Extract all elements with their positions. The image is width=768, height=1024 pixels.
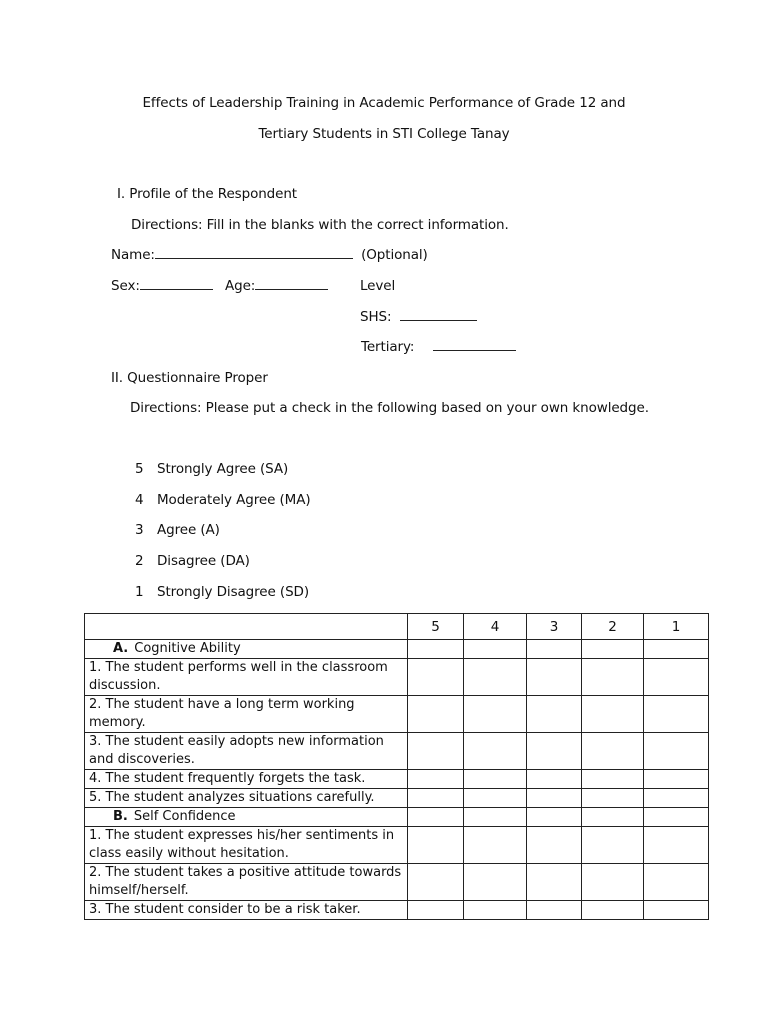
rating-cell[interactable]: [527, 901, 582, 920]
section-2-heading: II. Questionnaire Proper: [111, 370, 268, 386]
section-b-title-cell: [85, 808, 408, 827]
rating-cell[interactable]: [644, 659, 709, 696]
rating-cell[interactable]: [527, 733, 582, 770]
header-3: 3: [527, 614, 582, 640]
rating-cell[interactable]: [408, 808, 464, 827]
rating-cell[interactable]: [644, 640, 709, 659]
rating-cell[interactable]: [464, 808, 527, 827]
title-line-1: Effects of Leadership Training in Academic Performance of Grade 12 and: [142, 95, 626, 111]
table-row: [85, 864, 709, 901]
scale-label: Strongly Agree (SA): [157, 461, 289, 477]
section-b-title: Self Confidence: [133, 809, 236, 824]
rating-cell[interactable]: [644, 901, 709, 920]
rating-cell[interactable]: [582, 659, 644, 696]
rating-cell[interactable]: [527, 789, 582, 808]
item-statement: 2. The student takes a positive attitude towards himself/herself.: [85, 864, 408, 901]
rating-cell[interactable]: [464, 864, 527, 901]
rating-cell[interactable]: [644, 808, 709, 827]
scale-item: [135, 492, 311, 508]
scale-item: [135, 553, 250, 569]
age-label: Age:: [225, 278, 256, 294]
item-statement: 3. The student consider to be a risk taker.: [85, 901, 408, 920]
questionnaire-table: [84, 613, 709, 920]
rating-cell[interactable]: [644, 789, 709, 808]
rating-cell[interactable]: [582, 640, 644, 659]
section-1-directions: Directions: Fill in the blanks with the correct information.: [131, 217, 509, 233]
header-2: 2: [582, 614, 644, 640]
header-blank-cell: [85, 614, 408, 640]
optional-label: (Optional): [361, 247, 428, 263]
rating-cell[interactable]: [408, 901, 464, 920]
rating-cell[interactable]: [408, 640, 464, 659]
age-blank[interactable]: [255, 278, 328, 290]
scale-label: Moderately Agree (MA): [157, 492, 311, 508]
section-a-letter: A.: [113, 641, 129, 656]
scale-number: 5: [135, 461, 144, 477]
rating-cell[interactable]: [582, 733, 644, 770]
rating-cell[interactable]: [527, 770, 582, 789]
table-row: [85, 696, 709, 733]
rating-cell[interactable]: [644, 827, 709, 864]
name-blank[interactable]: [155, 247, 353, 259]
table-header-row: [85, 614, 709, 640]
tertiary-label: Tertiary:: [361, 339, 415, 355]
header-5: 5: [408, 614, 464, 640]
level-label: Level: [360, 278, 396, 294]
rating-cell[interactable]: [464, 696, 527, 733]
scale-number: 3: [135, 522, 144, 538]
rating-cell[interactable]: [408, 789, 464, 808]
age-row: [225, 278, 328, 294]
sex-label: Sex:: [111, 278, 140, 294]
table-row: [85, 901, 709, 920]
rating-cell[interactable]: [644, 733, 709, 770]
rating-cell[interactable]: [527, 640, 582, 659]
item-statement: 1. The student performs well in the classroom discussion.: [85, 659, 408, 696]
name-row: [111, 247, 428, 263]
rating-cell[interactable]: [527, 864, 582, 901]
scale-label: Agree (A): [157, 522, 220, 538]
rating-cell[interactable]: [582, 808, 644, 827]
table-row: [85, 733, 709, 770]
name-label: Name:: [111, 247, 155, 263]
section-1-heading: I. Profile of the Respondent: [117, 186, 298, 202]
scale-label: Disagree (DA): [157, 553, 250, 569]
rating-cell[interactable]: [464, 901, 527, 920]
rating-cell[interactable]: [527, 696, 582, 733]
rating-cell[interactable]: [582, 864, 644, 901]
rating-cell[interactable]: [464, 770, 527, 789]
item-statement: 1. The student expresses his/her sentiments in class easily without hesitation.: [85, 827, 408, 864]
table-row: [85, 827, 709, 864]
section-a-title-cell: [85, 640, 408, 659]
rating-cell[interactable]: [408, 827, 464, 864]
scale-number: 1: [135, 584, 144, 600]
section-2-directions: Directions: Please put a check in the following based on your own knowledge.: [130, 400, 649, 416]
section-b-letter: B.: [113, 809, 128, 824]
rating-cell[interactable]: [527, 827, 582, 864]
rating-cell[interactable]: [582, 827, 644, 864]
scale-item: [135, 461, 288, 477]
rating-cell[interactable]: [408, 696, 464, 733]
rating-cell[interactable]: [582, 901, 644, 920]
rating-cell[interactable]: [527, 808, 582, 827]
rating-cell[interactable]: [408, 659, 464, 696]
table-row: [85, 659, 709, 696]
item-statement: 3. The student easily adopts new information and discoveries.: [85, 733, 408, 770]
scale-number: 4: [135, 492, 144, 508]
tertiary-row: [361, 339, 516, 355]
rating-cell[interactable]: [582, 770, 644, 789]
rating-cell[interactable]: [408, 864, 464, 901]
title-line-2: Tertiary Students in STI College Tanay: [258, 126, 510, 142]
rating-cell[interactable]: [582, 696, 644, 733]
shs-label: SHS:: [360, 309, 392, 325]
section-b-row: [85, 808, 709, 827]
rating-cell[interactable]: [408, 733, 464, 770]
rating-cell[interactable]: [464, 827, 527, 864]
shs-row: [360, 309, 477, 325]
header-4: 4: [464, 614, 527, 640]
rating-cell[interactable]: [464, 659, 527, 696]
table-row: [85, 770, 709, 789]
sex-row: [111, 278, 213, 294]
item-statement: 2. The student have a long term working memory.: [85, 696, 408, 733]
scale-label: Strongly Disagree (SD): [157, 584, 310, 600]
scale-item: [135, 584, 309, 600]
item-statement: 4. The student frequently forgets the task.: [85, 770, 408, 789]
section-a-title: Cognitive Ability: [134, 641, 241, 656]
rating-cell[interactable]: [408, 770, 464, 789]
header-1: 1: [644, 614, 709, 640]
rating-cell[interactable]: [464, 733, 527, 770]
section-a-row: [85, 640, 709, 659]
rating-cell[interactable]: [644, 864, 709, 901]
rating-cell[interactable]: [644, 696, 709, 733]
scale-item: [135, 522, 220, 538]
scale-number: 2: [135, 553, 144, 569]
rating-cell[interactable]: [464, 640, 527, 659]
rating-cell[interactable]: [527, 659, 582, 696]
tertiary-blank[interactable]: [433, 339, 516, 351]
shs-blank[interactable]: [400, 309, 477, 321]
rating-cell[interactable]: [582, 789, 644, 808]
table-row: [85, 789, 709, 808]
item-statement: 5. The student analyzes situations carefully.: [85, 789, 408, 808]
rating-cell[interactable]: [464, 789, 527, 808]
rating-cell[interactable]: [644, 770, 709, 789]
sex-blank[interactable]: [140, 278, 213, 290]
